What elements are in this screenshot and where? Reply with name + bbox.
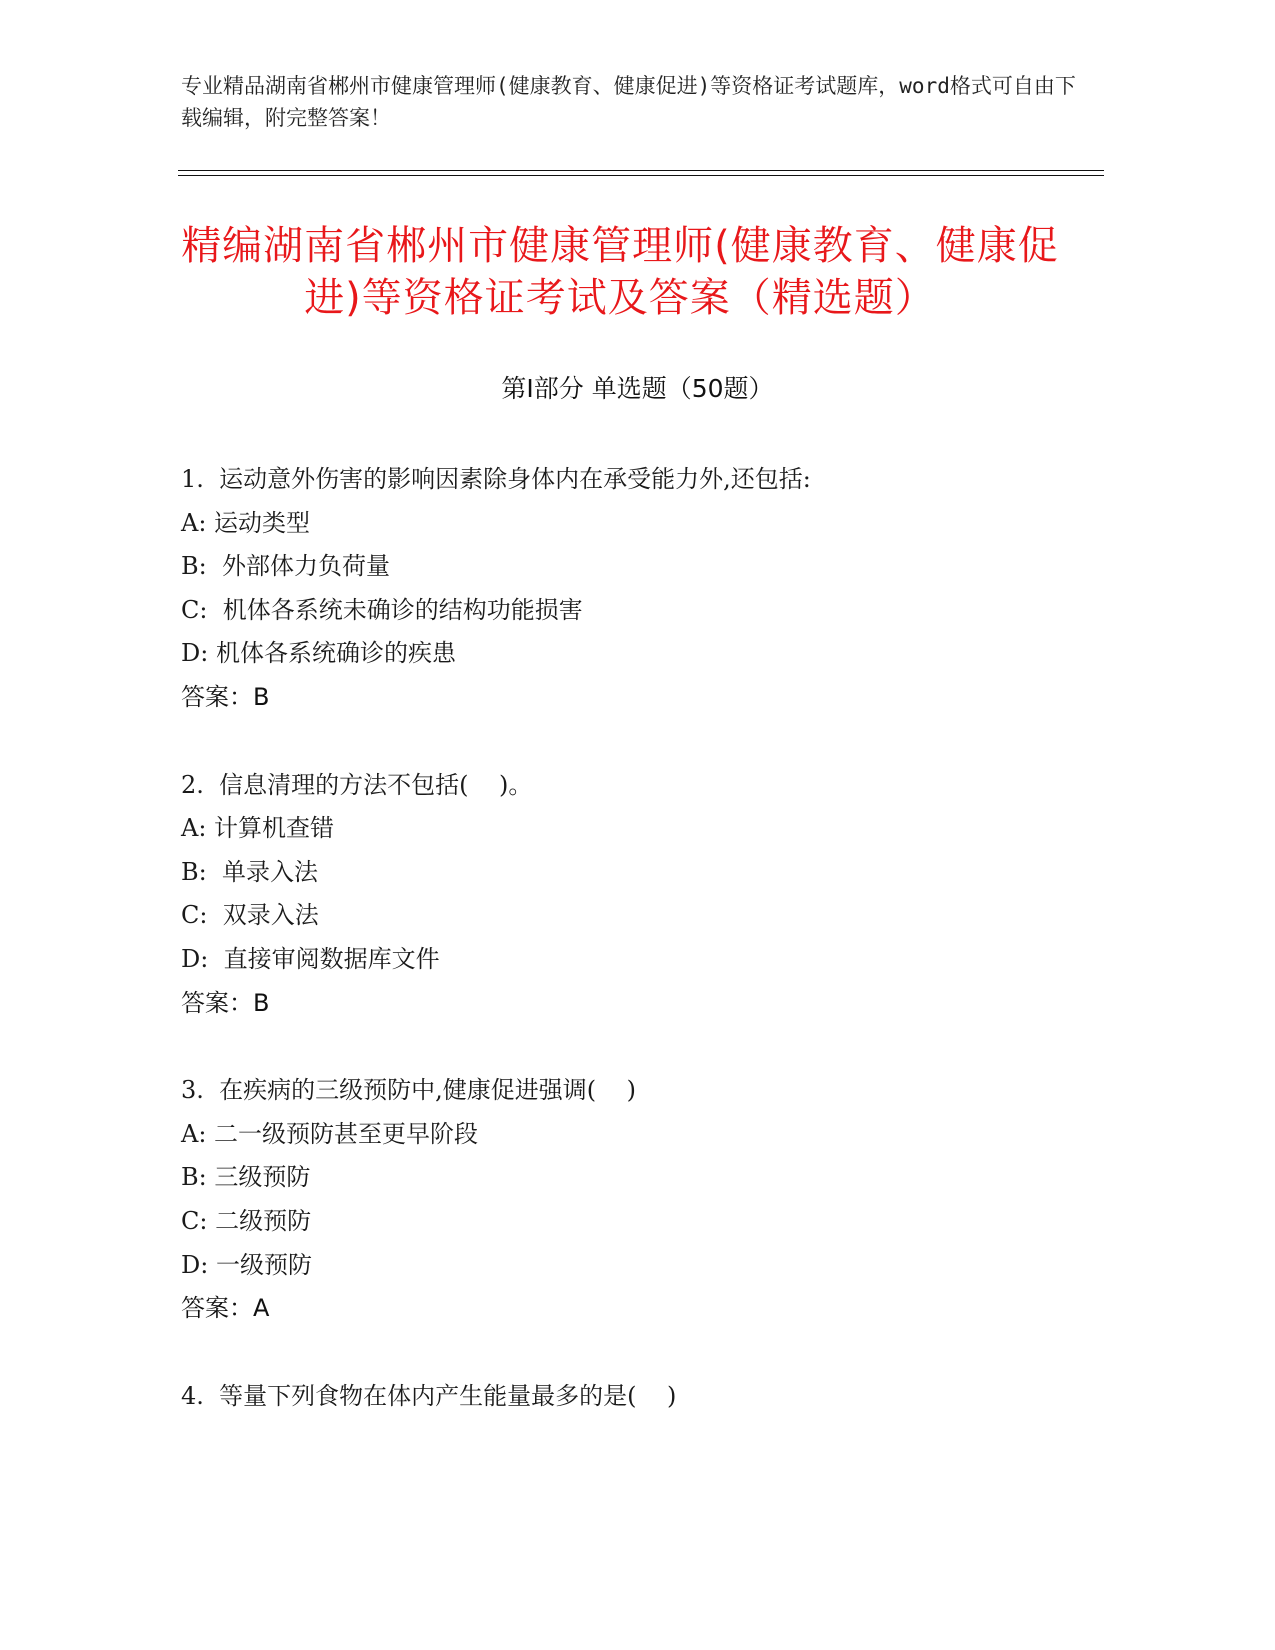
question-stem: 1. 运动意外伤害的影响因素除身体内在承受能力外,还包括:	[181, 465, 811, 493]
question-2	[181, 764, 1081, 1026]
header-divider	[178, 170, 1104, 171]
question-1	[181, 458, 1081, 720]
question-stem: 3. 在疾病的三级预防中,健康促进强调( )	[181, 1076, 637, 1105]
option-b: B: 外部体力负荷量	[181, 552, 390, 581]
question-3	[181, 1069, 1081, 1331]
option-a: A: 运动类型	[181, 508, 311, 537]
question-4	[181, 1375, 1081, 1419]
option-c: C: 双录入法	[181, 901, 319, 930]
answer-line: 答案：B	[181, 988, 270, 1017]
option-c: C: 机体各系统未确诊的结构功能损害	[181, 595, 583, 624]
question-list	[181, 458, 1081, 1462]
question-stem: 4. 等量下列食物在体内产生能量最多的是( )	[181, 1381, 677, 1410]
option-a: A: 计算机查错	[181, 814, 335, 843]
header-divider-secondary	[178, 175, 1104, 176]
option-d: D: 机体各系统确诊的疾患	[181, 639, 456, 668]
option-c: C: 二级预防	[181, 1206, 312, 1235]
answer-line: 答案：B	[181, 682, 270, 711]
section-heading: 第Ⅰ部分 单选题（50题）	[501, 374, 774, 403]
option-b: B: 单录入法	[181, 857, 318, 886]
header-note: 专业精品湖南省郴州市健康管理师(健康教育、健康促进)等资格证考试题库，word格式可自由下载编辑，附完整答案！	[181, 74, 1076, 130]
answer-line: 答案：A	[181, 1294, 270, 1323]
question-stem: 2. 信息清理的方法不包括( )。	[181, 770, 533, 799]
option-d: D: 直接审阅数据库文件	[181, 944, 440, 973]
option-d: D: 一级预防	[181, 1250, 312, 1279]
option-a: A: 二一级预防甚至更早阶段	[181, 1119, 479, 1148]
document-title: 精编湖南省郴州市健康管理师(健康教育、健康促进)等资格证考试及答案（精选题）	[181, 223, 1059, 321]
option-b: B: 三级预防	[181, 1163, 311, 1192]
